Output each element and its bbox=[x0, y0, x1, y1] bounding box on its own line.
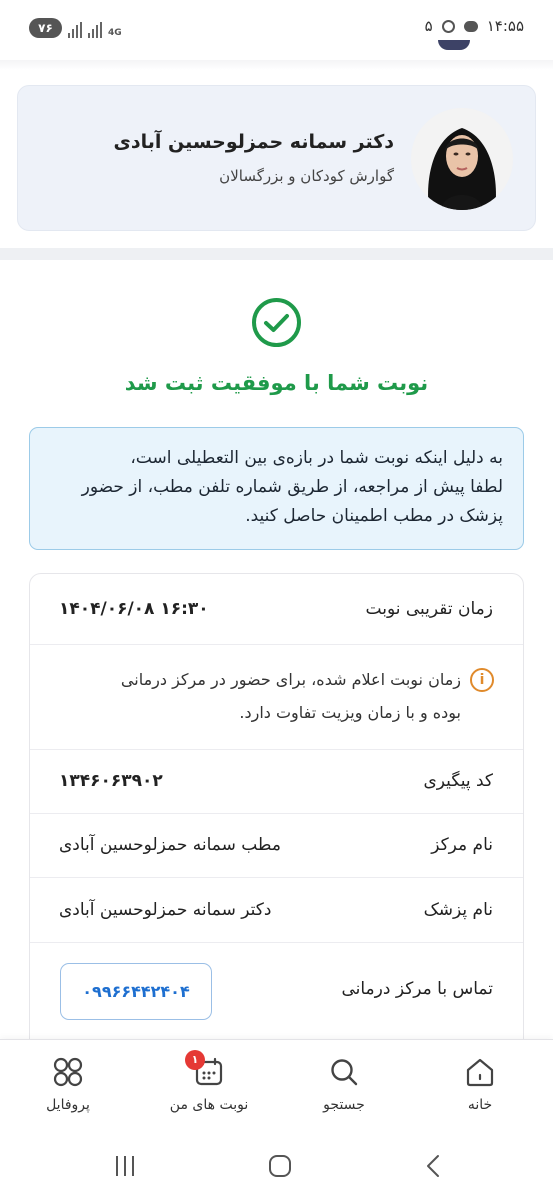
notification-count: ۵ bbox=[424, 17, 433, 35]
bottom-navigation bbox=[0, 1039, 553, 1131]
nav-appointments-label: نوبت های من bbox=[169, 1097, 249, 1113]
row-contact bbox=[30, 943, 523, 1053]
call-phone-button[interactable]: ۰۹۹۶۶۴۴۲۴۰۴ bbox=[60, 963, 212, 1020]
row-tracking-code bbox=[30, 750, 523, 814]
home-icon bbox=[463, 1055, 497, 1089]
nav-my-appointments[interactable] bbox=[154, 1040, 264, 1132]
holiday-notice bbox=[29, 427, 524, 550]
status-right bbox=[425, 17, 524, 35]
doctor-name: دکتر سمانه حمزلوحسین آبادی bbox=[113, 131, 394, 153]
notice-line: به دلیل اینکه نوبت شما در بازه‌ی بین التعطیلی است، bbox=[130, 448, 503, 468]
center-value: مطب سمانه حمزلوحسین آبادی bbox=[59, 835, 281, 855]
doctor-photo bbox=[411, 108, 513, 210]
system-navigation-bar bbox=[0, 1131, 553, 1200]
chrome-icon bbox=[442, 20, 455, 33]
notice-line: پزشک در مطب اطمینان حاصل کنید. bbox=[245, 506, 503, 526]
contact-label: تماس با مرکز درمانی bbox=[341, 979, 493, 999]
signal-icon bbox=[88, 22, 102, 38]
avatar-peek bbox=[438, 40, 470, 50]
section-divider bbox=[0, 248, 553, 260]
doctor-specialty: گوارش کودکان و بزرگسالان bbox=[219, 167, 394, 185]
nav-profile[interactable] bbox=[13, 1040, 123, 1132]
home-button-icon[interactable] bbox=[268, 1154, 292, 1178]
battery-indicator: ۷۶ bbox=[29, 18, 62, 38]
doctor-label: نام پزشک bbox=[423, 900, 493, 920]
search-icon bbox=[327, 1055, 361, 1089]
status-bar bbox=[0, 0, 553, 60]
appointments-badge: ۱ bbox=[185, 1050, 205, 1070]
nav-search-label: جستجو bbox=[323, 1097, 365, 1113]
doctor-value: دکتر سمانه حمزلوحسین آبادی bbox=[59, 900, 272, 920]
nav-home-label: خانه bbox=[467, 1097, 493, 1113]
note-line: زمان نوبت اعلام شده، برای حضور در مرکز درمانی bbox=[120, 670, 461, 689]
note-line: بوده و با زمان ویزیت تفاوت دارد. bbox=[239, 703, 461, 722]
notice-line: لطفا پیش از مراجعه، از طریق شماره تلفن مطب، از حضور bbox=[81, 477, 503, 497]
tracking-value[interactable]: ۱۳۴۶۰۶۳۹۰۲ bbox=[59, 771, 163, 791]
header-shadow bbox=[0, 60, 553, 70]
signal-icons bbox=[68, 20, 122, 38]
doctor-card[interactable] bbox=[17, 85, 536, 231]
success-message: نوبت شما با موفقیت ثبت شد bbox=[124, 371, 429, 395]
tracking-label: کد پیگیری bbox=[423, 771, 493, 791]
network-type: 4G bbox=[108, 28, 122, 38]
center-label: نام مرکز bbox=[431, 835, 493, 855]
info-icon: i bbox=[470, 668, 494, 692]
nav-home[interactable] bbox=[425, 1040, 535, 1132]
row-doctor-name bbox=[30, 878, 523, 943]
check-circle-icon bbox=[251, 297, 302, 348]
back-icon[interactable] bbox=[424, 1154, 444, 1178]
appointment-details bbox=[29, 573, 524, 1053]
row-center-name bbox=[30, 814, 523, 878]
time-value: ۱۴۰۴/۰۶/۰۸ ۱۶:۳۰ bbox=[59, 599, 209, 619]
grid-icon bbox=[51, 1055, 85, 1089]
time-note bbox=[54, 663, 494, 729]
recent-apps-icon[interactable] bbox=[113, 1154, 137, 1178]
time-label: زمان تقریبی نوبت bbox=[365, 599, 493, 619]
clock: ۱۴:۵۵ bbox=[486, 17, 524, 35]
message-icon bbox=[464, 21, 478, 32]
row-appointment-time bbox=[30, 574, 523, 750]
nav-profile-label: پروفایل bbox=[46, 1097, 90, 1113]
nav-search[interactable] bbox=[289, 1040, 399, 1132]
signal-icon bbox=[68, 22, 82, 38]
